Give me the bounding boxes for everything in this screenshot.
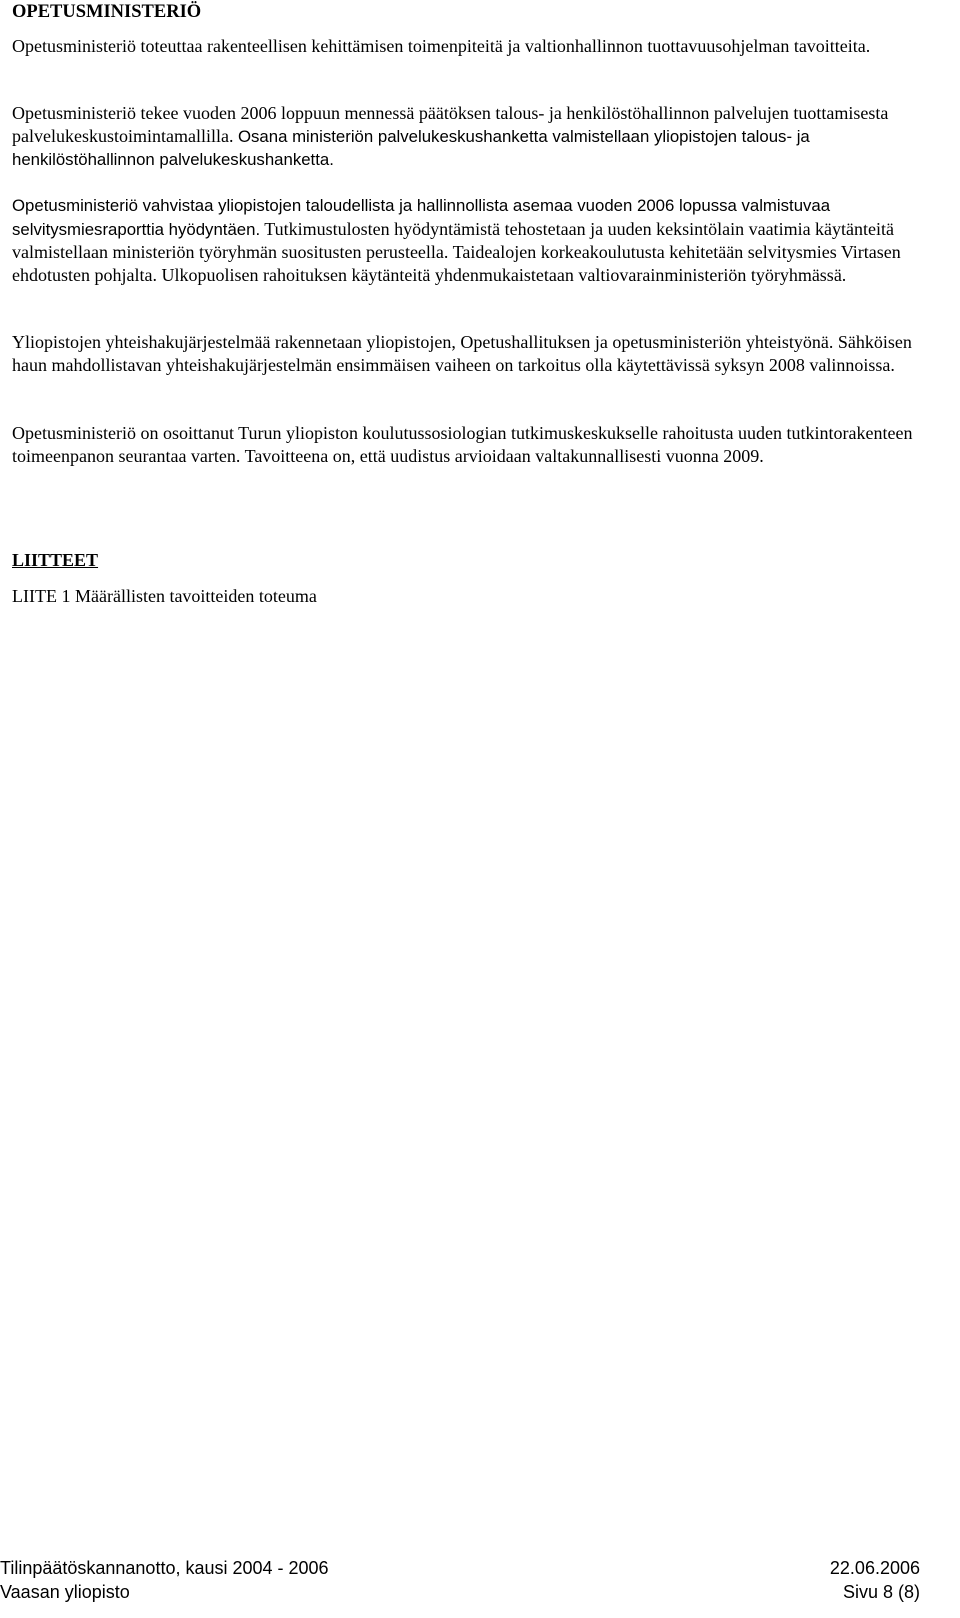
paragraph-service-center-text: Opetusministeriö tekee vuoden 2006 loppuun mennessä päätöksen talous- ja henkilöstöhallinnon palvelujen tuottamisesta palvelukeskustoimintamallilla.: [12, 103, 889, 146]
footer-row-1: [0, 1557, 920, 1580]
paragraph-joint-application-text: Yliopistojen yhteishakujärjestelmää rakennetaan yliopistojen, Opetushallituksen ja opetusministeriön yhteistyönä.: [12, 332, 834, 352]
paragraph-university-status-sans: Opetusministeriö vahvistaa yliopistojen taloudellista ja hallinnollista asemaa vuoden 2006 lopussa valmistuvaa selvitysmiesraporttia hyödyntäen.: [12, 196, 831, 239]
paragraph-university-status-text: Tutkimustulosten hyödyntämistä tehostetaan ja uuden keksintölain vaatimia käytänteitä valmistellaan ministeriön työryhmän suositusten perusteella. Taidealojen korkeakoulutusta kehitetään selvitysmies Virtasen ehdotusten pohjalta. Ulkopuolisen rahoituksen käytänteitä yhdenmukaistetaan valtiovarainministeriön työryhmässä.: [12, 218, 901, 285]
appendix-item: LIITE 1 Määrällisten tavoitteiden toteuma: [12, 586, 317, 606]
paragraph-university-status: [12, 194, 942, 286]
footer-date: 22.06.2006: [829, 1558, 920, 1578]
page-heading: OPETUSMINISTERIÖ: [12, 2, 202, 22]
footer-organization: Vaasan yliopisto: [0, 1582, 130, 1602]
paragraph-service-center-sans: Osana ministeriön palvelukeskushanketta valmistellaan yliopistojen talous- ja henkilöstöhallinnon palvelukeskushanketta.: [12, 126, 810, 170]
paragraph-joint-application-more: Sähköisen haun mahdollistavan yhteishakujärjestelmän ensimmäisen vaiheen on tarkoitus olla käytettävissä syksyn 2008 valinnoissa.: [12, 332, 912, 375]
paragraph-joint-application: [12, 331, 942, 376]
footer-row-2: [0, 1581, 920, 1604]
paragraph-service-center: [12, 102, 942, 172]
appendix-title: LIITTEET: [12, 550, 99, 570]
paragraph-intro: Opetusministeriö toteuttaa rakenteellisen kehittämisen toimenpiteitä ja valtionhallinnon tuottavuusohjelman tavoitteita.: [12, 36, 871, 56]
footer-document-title: Tilinpäätöskannanotto, kausi 2004 - 2006: [0, 1558, 329, 1578]
footer-page-number: Sivu 8 (8): [842, 1582, 920, 1602]
paragraph-turku-funding: Opetusministeriö on osoittanut Turun yliopiston koulutussosiologian tutkimuskeskukselle rahoitusta uuden tutkintorakenteen toimeenpanon seurantaa varten. Tavoitteena on, että uudistus arvioidaan valtakunnallisesti vuonna 2009.: [12, 423, 913, 466]
